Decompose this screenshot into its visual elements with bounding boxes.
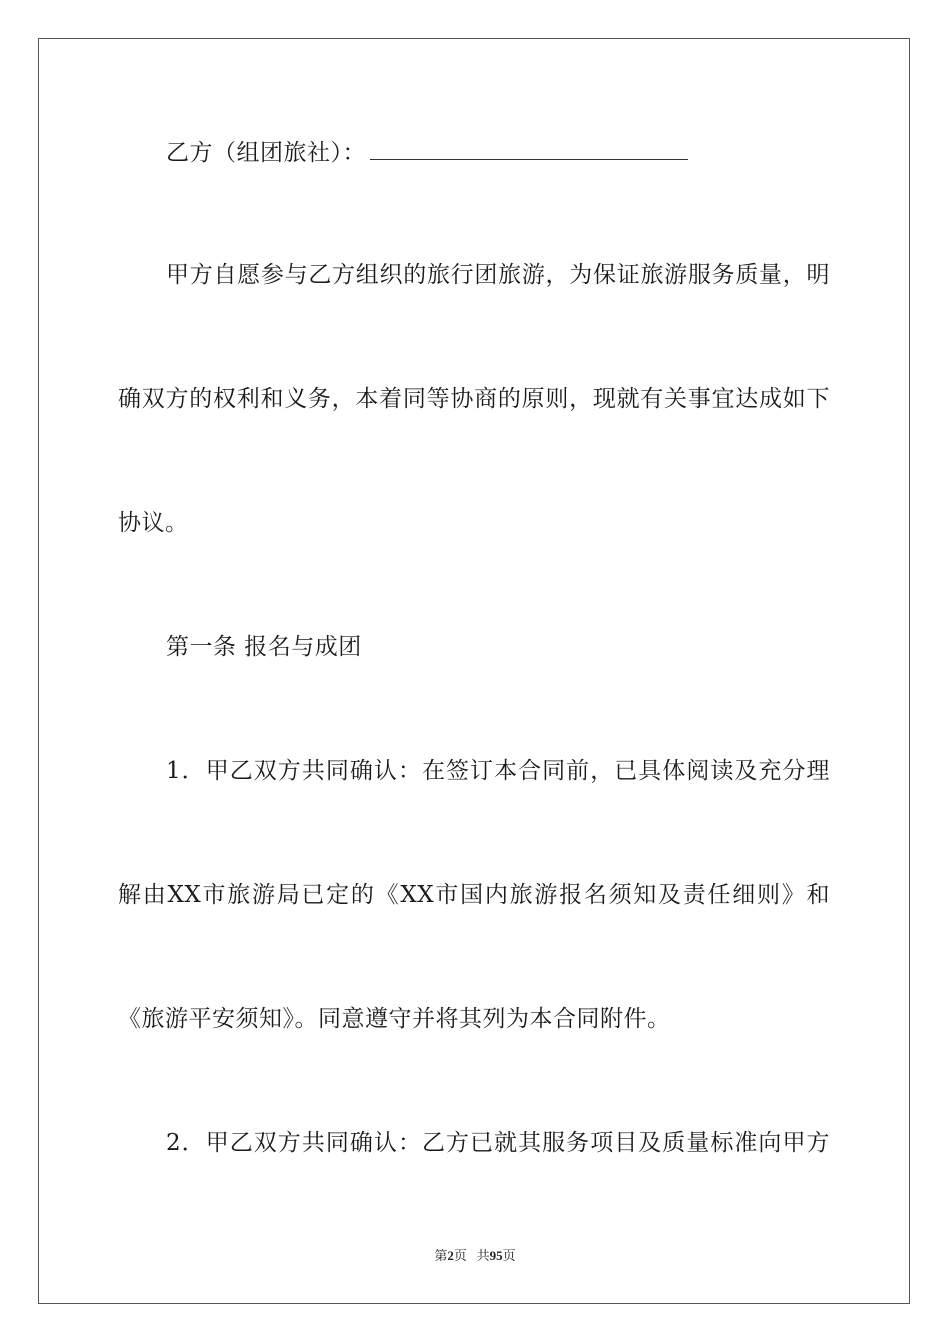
paragraph-line: 1．甲乙双方共同确认：在签订本合同前，已具体阅读及充分理 [166,758,830,784]
paragraph-line: 解由XX市旅游局已定的《XX市国内旅游报名须知及责任细则》和 [118,882,830,908]
footer-page-number: 2 [447,1248,454,1263]
page-footer [0,1247,950,1265]
paragraph-line: 甲方自愿参与乙方组织的旅行团旅游，为保证旅游服务质量，明 [166,262,830,288]
party-b-label: 乙方（组团旅社）： [166,140,366,166]
page-border [38,38,910,1304]
party-b-blank[interactable] [370,139,688,160]
footer-page-suffix: 页 [453,1248,467,1263]
footer-total-prefix: 共 [476,1248,490,1263]
section-heading: 第一条 报名与成团 [166,634,362,660]
party-b-line [166,138,688,168]
footer-total-suffix: 页 [502,1248,516,1263]
paragraph-line: 确双方的权利和义务，本着同等协商的原则，现就有关事宜达成如下 [118,386,830,412]
footer-page-prefix: 第 [434,1248,448,1263]
paragraph-line: 《旅游平安须知》。同意遵守并将其列为本合同附件。 [118,1006,671,1032]
paragraph-line: 协议。 [118,510,189,536]
paragraph-line: 2．甲乙双方共同确认：乙方已就其服务项目及质量标准向甲方 [166,1130,830,1156]
footer-total-pages: 95 [489,1248,503,1263]
